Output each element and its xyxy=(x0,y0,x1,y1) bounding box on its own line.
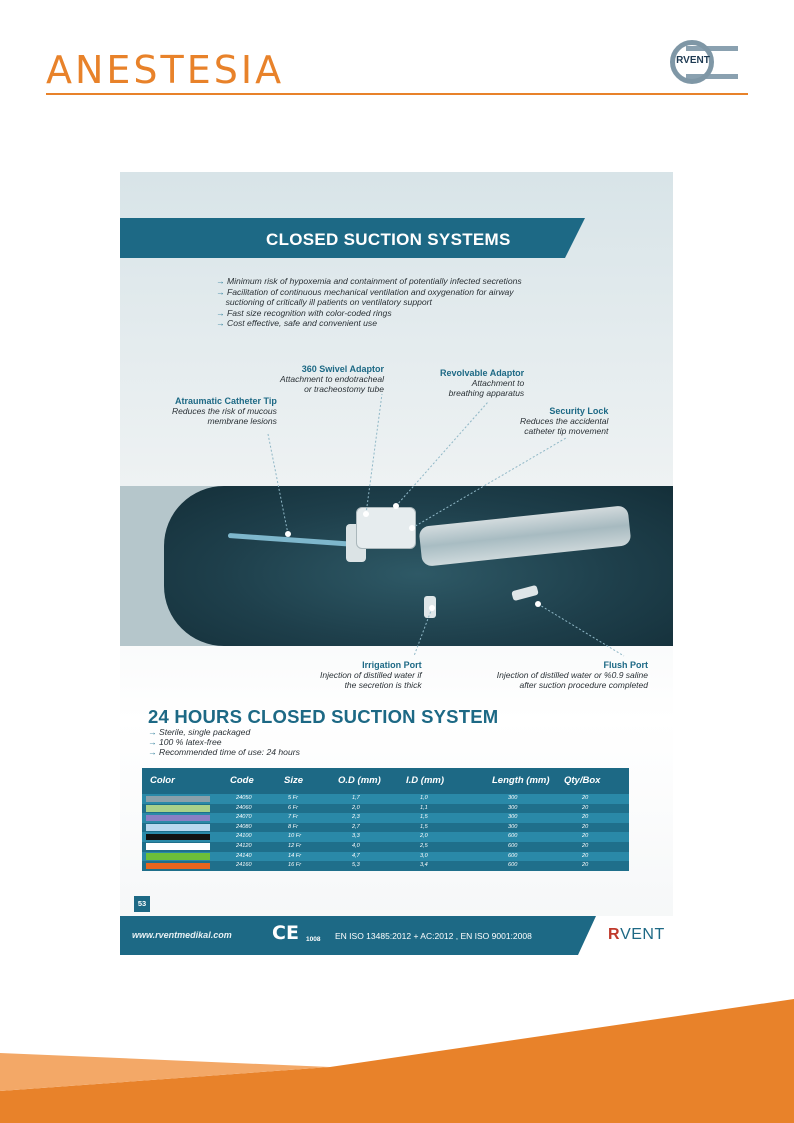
col-header: Size xyxy=(284,775,304,786)
color-swatch xyxy=(146,853,210,860)
color-swatch xyxy=(146,843,210,850)
leader-swivel xyxy=(366,394,382,514)
table-cell-length: 600 xyxy=(508,842,518,849)
color-swatch xyxy=(146,863,210,870)
rvent-logo xyxy=(660,38,738,88)
callout-revolvable: Revolvable Adaptor Attachment to breathing apparatus xyxy=(440,368,525,398)
table-cell-length: 600 xyxy=(508,862,518,869)
ce-number: 1008 xyxy=(306,936,321,943)
table-cell-length: 600 xyxy=(508,852,518,859)
table-cell-qty: 20 xyxy=(582,833,589,840)
table-row xyxy=(142,804,629,814)
feature-item: → Fast size recognition with color-coded rings xyxy=(216,307,392,318)
col-header: Length (mm) xyxy=(492,775,550,786)
col-header: I.D (mm) xyxy=(406,775,444,786)
table-cell-length: 300 xyxy=(508,795,518,801)
table-cell-code: 24070 xyxy=(236,814,252,821)
arrow-icon: → xyxy=(216,286,225,297)
table-cell-od: 2,0 xyxy=(352,804,360,811)
callout-flush: Flush Port Injection of distilled water or %0.9 saline after suction procedure completed xyxy=(496,660,648,690)
col-header: Qty/Box xyxy=(564,775,601,786)
table-cell-code: 24140 xyxy=(236,852,252,859)
table-row xyxy=(142,794,629,804)
logo-text: RVENT xyxy=(676,55,710,66)
table-cell-qty: 20 xyxy=(582,823,589,830)
table-cell-length: 300 xyxy=(508,804,518,811)
feature-item: → Facilitation of continuous mechanical ventilation and oxygenation for airway xyxy=(216,286,514,297)
table-row xyxy=(142,842,629,852)
table-cell-id: 2,0 xyxy=(420,833,428,840)
footer-bar-tip xyxy=(578,916,596,955)
table-cell-code: 24160 xyxy=(236,862,252,869)
table-cell-size: 10 Fr xyxy=(288,833,302,840)
table-cell-length: 300 xyxy=(508,814,518,821)
color-swatch xyxy=(146,834,210,841)
feature-item: → Cost effective, safe and convenient use xyxy=(216,318,377,328)
table-cell-code: 24080 xyxy=(236,823,252,830)
table-cell-code: 24050 xyxy=(236,795,252,801)
feature-item: suctioning of critically ill patients on ventilatory support xyxy=(225,297,432,307)
table-cell-length: 600 xyxy=(508,833,518,840)
table-cell-id: 1,5 xyxy=(420,823,428,830)
color-swatch xyxy=(146,805,210,812)
table-cell-id: 1,1 xyxy=(420,804,428,811)
brochure-title: CLOSED SUCTION SYSTEMS xyxy=(266,230,511,249)
table-cell-id: 3,0 xyxy=(420,852,428,859)
feature-item: → Minimum risk of hypoxemia and containment of potentially infected secretions xyxy=(216,276,522,286)
table-cell-code: 24060 xyxy=(236,804,252,811)
col-header: Code xyxy=(230,775,254,786)
arrow-icon: → xyxy=(148,746,157,757)
brochure-footer xyxy=(120,916,673,955)
marker-dot xyxy=(393,503,399,509)
header-divider xyxy=(46,93,748,95)
table-cell-od: 5,3 xyxy=(352,862,360,869)
decorative-wave xyxy=(0,995,794,1123)
table-cell-qty: 20 xyxy=(582,814,589,821)
page-title: ANESTESIA xyxy=(46,48,285,92)
marker-dot xyxy=(429,605,435,611)
table-cell-size: 16 Fr xyxy=(288,862,302,869)
table-cell-qty: 20 xyxy=(582,852,589,859)
table-cell-od: 4,7 xyxy=(352,852,360,859)
table-cell-size: 6 Fr xyxy=(288,804,298,811)
page-number: 53 xyxy=(134,896,150,912)
col-header: Color xyxy=(150,775,175,786)
table-row xyxy=(142,852,629,862)
table-header xyxy=(142,768,629,794)
table-cell-size: 7 Fr xyxy=(288,814,298,821)
table-cell-od: 2,7 xyxy=(352,823,360,830)
table-cell-code: 24100 xyxy=(236,833,252,840)
sub-feature-item: → 100 % latex-free xyxy=(148,736,222,747)
table-cell-size: 14 Fr xyxy=(288,852,302,859)
leader-flush xyxy=(538,604,624,656)
color-swatch xyxy=(146,796,210,803)
marker-dot xyxy=(409,525,415,531)
callout-swivel: 360 Swivel Adaptor Attachment to endotracheal or tracheostomy tube xyxy=(280,364,384,394)
callout-leaders xyxy=(120,172,673,692)
marker-dot xyxy=(285,531,291,537)
table-cell-size: 12 Fr xyxy=(288,842,302,849)
website-link[interactable]: www.rventmedikal.com xyxy=(132,930,232,940)
brand-logo: RVENT xyxy=(608,926,665,943)
ce-mark-icon: CE xyxy=(272,922,299,944)
arrow-icon: → xyxy=(216,318,225,328)
table-body xyxy=(142,794,629,871)
table-cell-qty: 20 xyxy=(582,804,589,811)
leader-revolvable xyxy=(396,402,488,506)
table-row xyxy=(142,861,629,871)
table-cell-size: 5 Fr xyxy=(288,795,298,801)
color-swatch xyxy=(146,824,210,831)
table-cell-od: 3,3 xyxy=(352,833,360,840)
callout-irrigation: Irrigation Port Injection of distilled water if the secretion is thick xyxy=(320,660,422,690)
table-cell-id: 1,0 xyxy=(420,795,428,801)
sub-feature-item: → Sterile, single packaged xyxy=(148,727,251,737)
table-cell-length: 300 xyxy=(508,823,518,830)
brochure-page xyxy=(120,172,673,955)
callout-security: Security Lock Reduces the accidental catheter tip movement xyxy=(520,406,609,436)
table-row xyxy=(142,823,629,833)
table-cell-code: 24120 xyxy=(236,842,252,849)
table-row xyxy=(142,813,629,823)
sub-feature-item: → Recommended time of use: 24 hours xyxy=(148,746,300,757)
product-table xyxy=(142,768,629,871)
iso-certification: EN ISO 13485:2012 + AC:2012 , EN ISO 9001:2008 xyxy=(335,931,532,941)
table-cell-id: 3,4 xyxy=(420,862,428,869)
arrow-icon: → xyxy=(216,307,225,318)
arrow-icon: → xyxy=(148,727,157,737)
leader-atraumatic xyxy=(268,434,288,534)
product-subtitle: 24 HOURS CLOSED SUCTION SYSTEM xyxy=(148,706,499,727)
marker-dot xyxy=(535,601,541,607)
arrow-icon: → xyxy=(216,276,225,286)
table-cell-size: 8 Fr xyxy=(288,823,298,830)
callout-atraumatic: Atraumatic Catheter Tip Reduces the risk of mucous membrane lesions xyxy=(172,396,277,426)
col-header: O.D (mm) xyxy=(338,775,381,786)
table-cell-od: 1,7 xyxy=(352,795,360,801)
color-swatch xyxy=(146,815,210,822)
table-cell-qty: 20 xyxy=(582,842,589,849)
leader-security xyxy=(412,438,566,528)
table-cell-id: 2,5 xyxy=(420,842,428,849)
marker-dot xyxy=(363,511,369,517)
table-cell-qty: 20 xyxy=(582,795,589,801)
leader-irrigation xyxy=(414,608,432,656)
table-row xyxy=(142,832,629,842)
sub-feature-list xyxy=(148,728,300,757)
table-cell-od: 4,0 xyxy=(352,842,360,849)
table-cell-id: 1,5 xyxy=(420,814,428,821)
arrow-icon: → xyxy=(148,736,157,747)
table-cell-qty: 20 xyxy=(582,862,589,869)
table-cell-od: 2,3 xyxy=(352,814,360,821)
